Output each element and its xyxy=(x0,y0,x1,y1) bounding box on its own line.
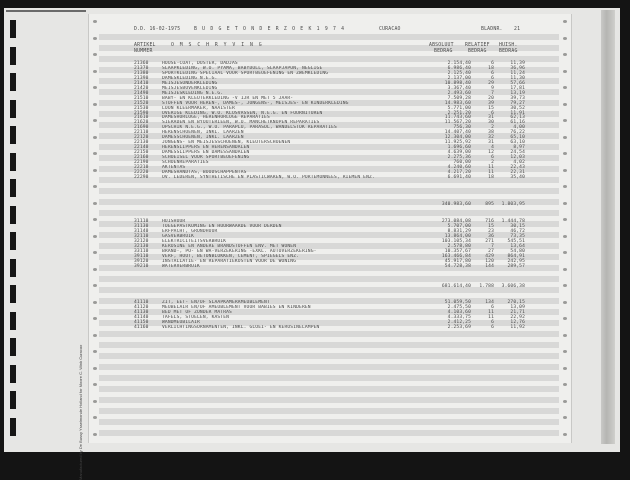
absoluut-bedrag: 14.407,40 xyxy=(444,130,471,136)
artikel-nummer: 22290 xyxy=(134,174,149,180)
omschrijving: MEUBELAIR EN/OF AMEUBLEMENT VOOR BABIES EN KINDEREN xyxy=(162,304,311,310)
huishouden-bedrag: 73,35 xyxy=(510,233,525,239)
absoluut-bedrag: 2.125,40 xyxy=(447,70,471,76)
relatief-bedrag: 27 xyxy=(488,248,494,254)
binder-holes xyxy=(10,20,16,440)
absoluut-bedrag: 2.137,00 xyxy=(447,75,471,81)
omschrijving: MEISJESKLEDING N.E.G. xyxy=(162,90,224,96)
artikel-nummer: 22110 xyxy=(134,130,149,136)
artikel-nummer: 22220 xyxy=(134,169,149,175)
computer-printout xyxy=(88,14,572,443)
omschrijving: SCHOENREPARATIES xyxy=(162,160,209,165)
binder-hole xyxy=(10,126,16,144)
absoluut-bedrag: 2.275,36 xyxy=(447,155,471,161)
artikel-nummer: 21590 xyxy=(134,110,149,116)
absoluut-bedrag: 6.986,40 xyxy=(447,65,471,71)
binder-hole xyxy=(10,179,16,197)
feed-hole xyxy=(563,185,567,188)
absoluut-bedrag: 54.728,38 xyxy=(444,263,471,269)
artikel-nummer: 22150 xyxy=(134,150,149,156)
huishouden-bedrag: 24,54 xyxy=(510,150,525,156)
binder-hole xyxy=(10,285,16,303)
artikel-nummer: 22120 xyxy=(134,135,149,141)
binder-hole xyxy=(10,73,16,91)
feed-hole xyxy=(93,334,97,337)
artikel-nummer: 41130 xyxy=(134,309,149,315)
absoluut-bedrag: 6.691,40 xyxy=(447,174,471,180)
omschrijving: MEISJESBOVENKLEDING xyxy=(162,85,218,91)
print-date: D.D. 16-02-1975 xyxy=(134,27,181,32)
omschrijving: OPSCHIK N.E.G., W.O. PARAPLU, PARASOL, WANDELSTOK REPARATIES xyxy=(162,125,337,131)
relatief-bedrag: 36 xyxy=(488,233,494,239)
absoluut-bedrag: 13.864,00 xyxy=(444,233,471,239)
huishouden-bedrag: 35,40 xyxy=(510,174,525,180)
artikel-nummer: 21510 xyxy=(134,95,149,101)
huishouden-bedrag: 11,24 xyxy=(510,70,525,76)
feed-hole xyxy=(93,185,97,188)
col-huish-2: BEDRAG xyxy=(499,49,518,54)
absoluut-bedrag: 273.084,08 xyxy=(441,219,471,224)
omschrijving: LOON KLEERMAKER, NAAISTER xyxy=(162,105,235,111)
huishouden-bedrag: 1.444,78 xyxy=(501,219,525,224)
artikel-nummer: 21610 xyxy=(134,115,149,121)
relatief-bedrag: 15 xyxy=(488,223,494,229)
huishouden-bedrag: 12,76 xyxy=(510,319,525,325)
binder-hole xyxy=(10,100,16,118)
artikel-nummer: 32130 xyxy=(134,243,149,249)
relatief-bedrag: 15 xyxy=(488,105,494,111)
col-absoluut-1: ABSOLUUT xyxy=(429,43,454,48)
stripe xyxy=(99,353,559,359)
omschrijving: OV. LEDEREN, SYNTHETISCHE EN PLASTICWAREN, W.O. PORTEMONNEES, RIEMEN ENZ. xyxy=(162,174,375,180)
relatief-bedrag: 429 xyxy=(485,253,494,259)
omschrijving: JONGENS- EN MEISJESSCHOENEN, KLEUTERSCHOENEN xyxy=(162,140,291,146)
artikel-nummer: 21370 xyxy=(134,65,149,71)
col-relatief-1: RELATIEF xyxy=(465,43,490,48)
huishouden-bedrag: 22,31 xyxy=(510,169,525,175)
relatief-bedrag: 2 xyxy=(491,160,494,165)
absoluut-bedrag: 2.412,25 xyxy=(447,319,471,325)
artikel-nummer: 41110 xyxy=(134,300,149,305)
feed-hole xyxy=(93,53,97,56)
omschrijving: BED MET OF ZONDER MATRAS xyxy=(162,309,232,315)
absoluut-bedrag: 5.707,00 xyxy=(447,223,471,229)
absoluut-bedrag: 1.696,60 xyxy=(447,145,471,151)
group-total-row xyxy=(89,202,571,207)
stripe xyxy=(99,210,559,216)
absoluut-bedrag: 4.240,60 xyxy=(447,164,471,170)
absoluut-bedrag: 5.771,00 xyxy=(447,105,471,111)
table-row xyxy=(89,264,571,269)
artikel-nummer: 31130 xyxy=(134,223,149,229)
huishouden-bedrag: 36,96 xyxy=(510,65,525,71)
feed-hole xyxy=(563,400,567,403)
artikel-nummer: 21420 xyxy=(134,85,149,91)
binder-hole xyxy=(10,365,16,383)
relatief-bedrag: 11 xyxy=(488,164,494,170)
omschrijving: VERF, HOUT, BETONBLOKKEN, CEMENT, SPIEGELS ENZ. xyxy=(162,253,300,259)
stripe xyxy=(99,331,559,337)
artikel-nummer: 22140 xyxy=(134,145,149,151)
absoluut-bedrag: 8.831,29 xyxy=(447,228,471,234)
huishouden-bedrag: 4,00 xyxy=(513,125,525,131)
col-huish-1: HUISH. xyxy=(499,43,518,48)
absoluut-bedrag: 2.578,80 xyxy=(447,243,471,249)
report-title: B U D G E T O N D E R Z O E K 1 9 7 4 xyxy=(194,27,346,32)
huishouden-bedrag: 62,13 xyxy=(510,115,525,121)
artikel-nummer: 21530 xyxy=(134,105,149,111)
relatief-bedrag: 6 xyxy=(491,61,494,66)
stripe xyxy=(99,34,559,40)
absoluut-bedrag: 3.367,40 xyxy=(447,85,471,91)
binder-hole xyxy=(10,20,16,38)
omschrijving: DAMESSLIPPERS EN DAMESSANDALEN xyxy=(162,150,250,156)
huishouden-bedrag: 22,43 xyxy=(510,164,525,170)
huishouden-bedrag: 11,91 xyxy=(510,110,525,116)
huishouden-bedrag: 242,95 xyxy=(507,258,525,264)
relatief-bedrag: 2 xyxy=(491,125,494,131)
huishouden-bedrag: 22,92 xyxy=(510,314,525,320)
relatief-bedrag: 271 xyxy=(485,238,494,244)
relatief-bedrag: 30 xyxy=(488,120,494,126)
relatief-bedrag: 120 xyxy=(485,258,494,264)
relatief-bedrag: 31 xyxy=(488,140,494,146)
huishouden-bedrag: 4,02 xyxy=(513,160,525,165)
binder-hole xyxy=(10,232,16,250)
relatief-bedrag: 9 xyxy=(491,85,494,91)
relatief-bedrag: 144 xyxy=(485,263,494,269)
relatief-bedrag: 6 xyxy=(491,304,494,310)
omschrijving: SPORTKLEDING SPECIAAL VOOR SPORTBEOEFENING EN ZWEMKLEDING xyxy=(162,70,329,76)
total-absoluut: 681.614,40 xyxy=(441,284,471,289)
omschrijving: ELEKTRICITEITSVERBRUIK xyxy=(162,238,227,244)
huishouden-bedrag: 13,19 xyxy=(510,90,525,96)
feed-hole xyxy=(563,334,567,337)
binder-hole xyxy=(10,153,16,171)
feed-hole xyxy=(563,20,567,23)
relatief-bedrag: 31 xyxy=(488,115,494,121)
feed-hole xyxy=(563,367,567,370)
omschrijving: DAMESHANDTAS, BOODSCHAPPENTAS xyxy=(162,169,247,175)
feed-hole xyxy=(563,53,567,56)
huishouden-bedrag: 54,80 xyxy=(510,248,525,254)
col-absoluut-2: BEDRAG xyxy=(434,49,453,54)
page-label: BLADNR. xyxy=(481,27,503,32)
page-top-edge xyxy=(6,10,86,12)
page-number: 21 xyxy=(514,27,521,32)
artikel-nummer: 33110 xyxy=(134,248,149,254)
omschrijving: WANDMEUBILAIR xyxy=(162,319,200,325)
col-relatief-2: BEDRAG xyxy=(468,49,487,54)
binder-hole xyxy=(10,418,16,436)
huishouden-bedrag: 289,57 xyxy=(507,263,525,269)
stripe xyxy=(99,419,559,425)
absoluut-bedrag: 4.639,00 xyxy=(447,150,471,156)
absoluut-bedrag: 10.898,40 xyxy=(444,80,471,86)
stripe xyxy=(99,375,559,381)
feed-hole xyxy=(563,350,567,353)
huishouden-bedrag: 63,10 xyxy=(510,140,525,146)
huishouden-bedrag: 46,72 xyxy=(510,228,525,234)
feed-hole xyxy=(563,433,567,436)
relatief-bedrag: 20 xyxy=(488,95,494,101)
artikel-nummer: 32110 xyxy=(134,233,149,239)
relatief-bedrag: 18 xyxy=(488,174,494,180)
huishouden-bedrag: 11,92 xyxy=(510,324,525,330)
relatief-bedrag: 6 xyxy=(491,155,494,161)
omschrijving: DAMESSCHOENEN, INKL. LAARZEN xyxy=(162,135,244,141)
stripe xyxy=(99,276,559,282)
omschrijving: DAMESKLEDING N.E.G. xyxy=(162,75,218,81)
total-huishouden: 1.803,95 xyxy=(501,202,525,207)
relatief-bedrag: 18 xyxy=(488,65,494,71)
huishouden-bedrag: 13,09 xyxy=(510,304,525,310)
omschrijving: OVERIGE KLEDING, W.O. KLOSVASSEN, N.E.G. EN FOURNITUREN xyxy=(162,110,323,116)
artikel-nummer: 22160 xyxy=(134,155,149,161)
feed-hole xyxy=(93,416,97,419)
relatief-bedrag: 11 xyxy=(488,309,494,315)
table-row xyxy=(89,175,571,180)
absoluut-bedrag: 14.983,60 xyxy=(444,100,471,106)
artikel-nummer: 39210 xyxy=(134,263,149,269)
feed-hole xyxy=(93,367,97,370)
huishouden-bedrag: 79,27 xyxy=(510,100,525,106)
artikel-nummer: 21410 xyxy=(134,80,149,86)
stripe xyxy=(99,342,559,348)
feed-hole xyxy=(563,383,567,386)
omschrijving: WATERVERBRUIK xyxy=(162,263,200,269)
relatief-bedrag: 716 xyxy=(485,219,494,224)
absoluut-bedrag: 2.253,69 xyxy=(447,324,471,330)
binder-hole xyxy=(10,338,16,356)
absoluut-bedrag: 4.333,75 xyxy=(447,314,471,320)
absoluut-bedrag: 7.509,28 xyxy=(447,95,471,101)
huishouden-bedrag: 30,52 xyxy=(510,105,525,111)
relatief-bedrag: 11 xyxy=(488,314,494,320)
artikel-nummer: 41140 xyxy=(134,314,149,320)
artikel-nummer: 22130 xyxy=(134,140,149,146)
omschrijving: MEISJESONDERKLEDING xyxy=(162,80,218,86)
feed-hole xyxy=(93,20,97,23)
feed-hole xyxy=(93,37,97,40)
absoluut-bedrag: 756,30 xyxy=(453,125,471,131)
relatief-bedrag: 6 xyxy=(491,70,494,76)
huishouden-bedrag: 545,51 xyxy=(507,238,525,244)
binder-hole xyxy=(10,47,16,65)
omschrijving: HOUSE-COAT, DUSTER, DADJAS xyxy=(162,61,238,66)
absoluut-bedrag: 163.466,84 xyxy=(441,253,471,259)
artikel-nummer: 21690 xyxy=(134,125,149,131)
huishouden-bedrag: 21,71 xyxy=(510,309,525,315)
omschrijving: BABY- EN KLEUTERKLEDING -V 1JR EN MET 5 JAAR- xyxy=(162,95,294,101)
artikel-nummer: 21490 xyxy=(134,90,149,96)
stripe xyxy=(99,45,559,51)
artikel-nummer: 31110 xyxy=(134,219,149,224)
relatief-bedrag: 6 xyxy=(491,75,494,81)
huishouden-bedrag: 17,81 xyxy=(510,85,525,91)
col-omschrijving: O M S C H R Y V I N G xyxy=(171,43,264,48)
absoluut-bedrag: 2.475,50 xyxy=(447,304,471,310)
huishouden-bedrag: 8,97 xyxy=(513,145,525,151)
absoluut-bedrag: 2.251,20 xyxy=(447,110,471,116)
omschrijving: SCHOEISEL VOOR SPORTBEOEFENING xyxy=(162,155,250,161)
binder-hole xyxy=(10,391,16,409)
feed-hole xyxy=(93,350,97,353)
relatief-bedrag: 6 xyxy=(491,319,494,325)
omschrijving: ZIT, EET- EN/OF SLAAPKAMERAMEUBLEMENT xyxy=(162,300,270,305)
huishouden-bedrag: 39,73 xyxy=(510,95,525,101)
artikel-nummer: 39110 xyxy=(134,253,149,259)
absoluut-bedrag: 12.304,00 xyxy=(444,135,471,141)
artikel-nummer: 41160 xyxy=(134,324,149,330)
relatief-bedrag: 38 xyxy=(488,130,494,136)
absoluut-bedrag: 2.154,40 xyxy=(447,61,471,66)
relatief-bedrag: 32 xyxy=(488,135,494,141)
huishouden-bedrag: 11,30 xyxy=(510,75,525,81)
artikel-nummer: 22210 xyxy=(134,164,149,170)
omschrijving: HERENSLIPPERS EN HERENSANDALEN xyxy=(162,145,250,151)
relatief-bedrag: 7 xyxy=(491,243,494,249)
huishouden-bedrag: 13,64 xyxy=(510,243,525,249)
total-absoluut: 340.983,60 xyxy=(441,202,471,207)
absoluut-bedrag: 760,00 xyxy=(453,160,471,165)
total-huishouden: 3.606,38 xyxy=(501,284,525,289)
stripe xyxy=(99,430,559,436)
omschrijving: SIERADEN EN BYOUTERIEEN, W.O. MANCHETKNOPEN REPARATIES xyxy=(162,120,320,126)
binder-hole xyxy=(10,312,16,330)
artikel-nummer: 41120 xyxy=(134,304,149,310)
col-artikel-1: ARTIKEL xyxy=(134,43,156,48)
total-relatief: 895 xyxy=(485,202,494,207)
feed-hole xyxy=(93,383,97,386)
relatief-bedrag: 23 xyxy=(488,228,494,234)
table-row xyxy=(89,325,571,330)
omschrijving: GASVERBRUIK xyxy=(162,233,195,239)
relatief-bedrag: 12 xyxy=(488,150,494,156)
absoluut-bedrag: 45.917,80 xyxy=(444,258,471,264)
huishouden-bedrag: 12,03 xyxy=(510,155,525,161)
omschrijving: TOEGEPASTKOMING EN HUURWAARDE VOOR DERDEN xyxy=(162,223,282,229)
artikel-nummer: 21520 xyxy=(134,100,149,106)
stripe xyxy=(99,397,559,403)
huishouden-bedrag: 76,22 xyxy=(510,130,525,136)
binder-hole xyxy=(10,206,16,224)
omschrijving: ERFPACHT, GRONDHUUR xyxy=(162,228,218,234)
margin-manufacturer-note: Manufactured by De Bussy Ysselmonde Holland for Moore C. Wink Curacao xyxy=(78,344,83,480)
page-right-shadow xyxy=(601,10,615,444)
report-location: CURACAO xyxy=(379,27,401,32)
group-total-row xyxy=(89,284,571,289)
relatief-bedrag: 6 xyxy=(491,110,494,116)
omschrijving: HERENSCHOENEN, INKL. LAARZEN xyxy=(162,130,244,136)
absoluut-bedrag: 2.493,60 xyxy=(447,90,471,96)
artikel-nummer: 21380 xyxy=(134,70,149,76)
stripe xyxy=(99,408,559,414)
omschrijving: KEROSINE EN ANDERE BRANDSTOFFEN ENV. MET WONEN xyxy=(162,243,297,249)
huishouden-bedrag: 864,91 xyxy=(507,253,525,259)
huishouden-bedrag: 65,10 xyxy=(510,135,525,141)
col-artikel-2: NUMMER xyxy=(134,49,153,54)
feed-hole xyxy=(93,433,97,436)
relatief-bedrag: 134 xyxy=(485,300,494,305)
stripe xyxy=(99,364,559,370)
absoluut-bedrag: 4.217,20 xyxy=(447,169,471,175)
stripe xyxy=(99,386,559,392)
omschrijving: SLAAPKLEDING, W.O. PYAMA, BABYDOLL, SLAAPJAPON, NEGLIGE xyxy=(162,65,323,71)
omschrijving: STOFFEN VOOR HEREN-, DAMES-, JONGENS-, MEISJES- EN KINDERKLEDING xyxy=(162,100,349,106)
absoluut-bedrag: 11.743,60 xyxy=(444,115,471,121)
binder-hole xyxy=(10,259,16,277)
omschrijving: AKTENTAS xyxy=(162,164,186,170)
absoluut-bedrag: 10.357,67 xyxy=(444,248,471,254)
absoluut-bedrag: 4.103,60 xyxy=(447,309,471,315)
omschrijving: BRAND-, PO- EN WA-VERZEKERING -EXKL. AUTOVERZEKERING- xyxy=(162,248,317,254)
omschrijving: DAMESHORLOGE, HERENHORLOGE REPARATIES xyxy=(162,115,270,121)
absoluut-bedrag: 11.567,20 xyxy=(444,120,471,126)
feed-hole xyxy=(563,416,567,419)
relatief-bedrag: 11 xyxy=(488,169,494,175)
huishouden-bedrag: 57,66 xyxy=(510,80,525,86)
absoluut-bedrag: 103.105,34 xyxy=(441,238,471,244)
relatief-bedrag: 4 xyxy=(491,145,494,151)
artikel-nummer: 21390 xyxy=(134,75,149,81)
artikel-nummer: 39120 xyxy=(134,258,149,264)
huishouden-bedrag: 270,15 xyxy=(507,300,525,305)
huishouden-bedrag: 30,15 xyxy=(510,223,525,229)
huishouden-bedrag: 11,39 xyxy=(510,61,525,66)
artikel-nummer: 41150 xyxy=(134,319,149,325)
omschrijving: HUISHUUR xyxy=(162,219,186,224)
omschrijving: TAFELS, STOELEN, KASTEN xyxy=(162,314,230,320)
feed-hole xyxy=(563,37,567,40)
huishouden-bedrag: 61,16 xyxy=(510,120,525,126)
total-relatief: 1.788 xyxy=(479,284,494,289)
absoluut-bedrag: 11.925,92 xyxy=(444,140,471,146)
absoluut-bedrag: 51.059,50 xyxy=(444,300,471,305)
feed-hole xyxy=(93,400,97,403)
omschrijving: VERLICHTINGSORNAMENTEN, INKL. GLOEI- EN KEROSINELAMPEN xyxy=(162,324,320,330)
artikel-nummer: 32120 xyxy=(134,238,149,244)
artikel-nummer: 22190 xyxy=(134,160,149,165)
artikel-nummer: 21620 xyxy=(134,120,149,126)
omschrijving: INSTALLATIE- EN REPARATIEKOSTEN VOOR DE WONING xyxy=(162,258,297,264)
artikel-nummer: 31140 xyxy=(134,228,149,234)
stripe xyxy=(99,188,559,194)
relatief-bedrag: 39 xyxy=(488,100,494,106)
relatief-bedrag: 6 xyxy=(491,324,494,330)
relatief-bedrag: 29 xyxy=(488,80,494,86)
artikel-nummer: 21360 xyxy=(134,61,149,66)
relatief-bedrag: 7 xyxy=(491,90,494,96)
